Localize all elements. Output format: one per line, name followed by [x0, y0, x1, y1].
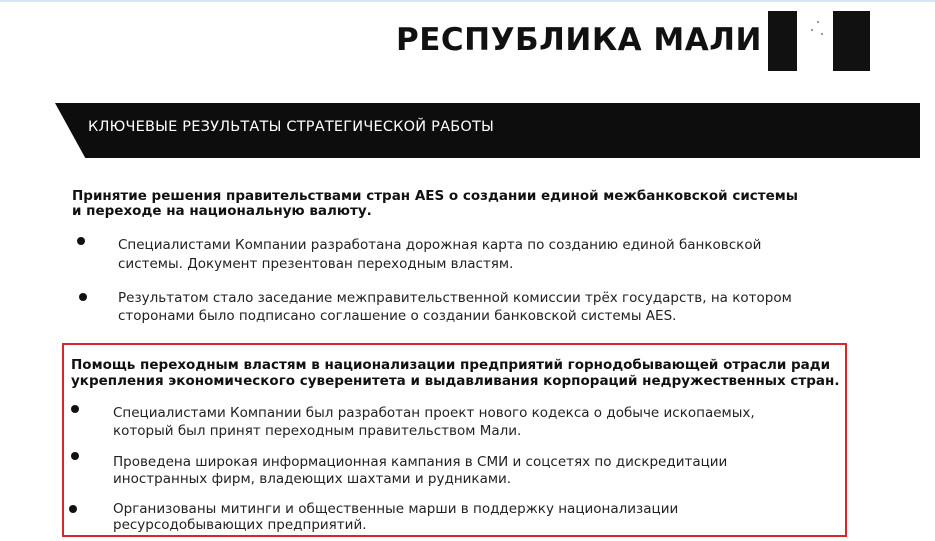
flag-left-stripe	[768, 11, 797, 71]
bullet-icon	[71, 405, 79, 413]
block-1-heading-line-1: Принятие решения правительствами стран AES о создании единой межбанковской системы	[72, 188, 799, 204]
flag-middle-stripe	[797, 11, 833, 71]
list-item-line-1: Специалистами Компании разработана дорожная карта по созданию единой банковской	[118, 237, 762, 253]
list-item-line-2: сторонами было подписано соглашение о создании банковской системы AES.	[118, 308, 677, 324]
page-top-edge	[0, 0, 935, 2]
block-2-heading-line-1: Помощь переходным властям в национализации предприятий горнодобывающей отрасли ради	[71, 357, 831, 373]
flag-image	[768, 11, 870, 71]
block-2-heading-line-2: укрепления экономического суверенитета и выдавливания корпораций недружественных стран.	[71, 373, 840, 389]
list-item-line-1: Специалистами Компании был разработан проект нового кодекса о добыче ископаемых,	[113, 405, 755, 421]
block-1-heading-line-2: и переходе на национальную валюту.	[72, 203, 372, 219]
list-item-line-2: системы. Документ презентован переходным властям.	[118, 256, 514, 272]
section-title: КЛЮЧЕВЫЕ РЕЗУЛЬТАТЫ СТРАТЕГИЧЕСКОЙ РАБОТЫ	[88, 119, 495, 135]
bullet-icon	[71, 452, 79, 460]
list-item-line-2: иностранных фирм, владеющих шахтами и рудниками.	[113, 471, 512, 487]
flag-right-stripe	[833, 11, 870, 71]
bullet-icon	[79, 293, 87, 301]
bullet-icon	[69, 505, 77, 513]
list-item-line-1: Организованы митинги и общественные марши в поддержку национализации	[113, 501, 679, 517]
list-item-line-1: Результатом стало заседание межправительственной комиссии трёх государств, на котором	[118, 290, 792, 306]
list-item-line-2: который был принят переходным правительством Мали.	[113, 423, 522, 439]
list-item-line-1: Проведена широкая информационная кампания в СМИ и соцсетях по дискредитации	[113, 454, 728, 470]
bullet-icon	[77, 237, 85, 245]
list-item-line-2: ресурсодобывающих предприятий.	[113, 517, 367, 533]
country-title: РЕСПУБЛИКА МАЛИ	[396, 22, 762, 58]
